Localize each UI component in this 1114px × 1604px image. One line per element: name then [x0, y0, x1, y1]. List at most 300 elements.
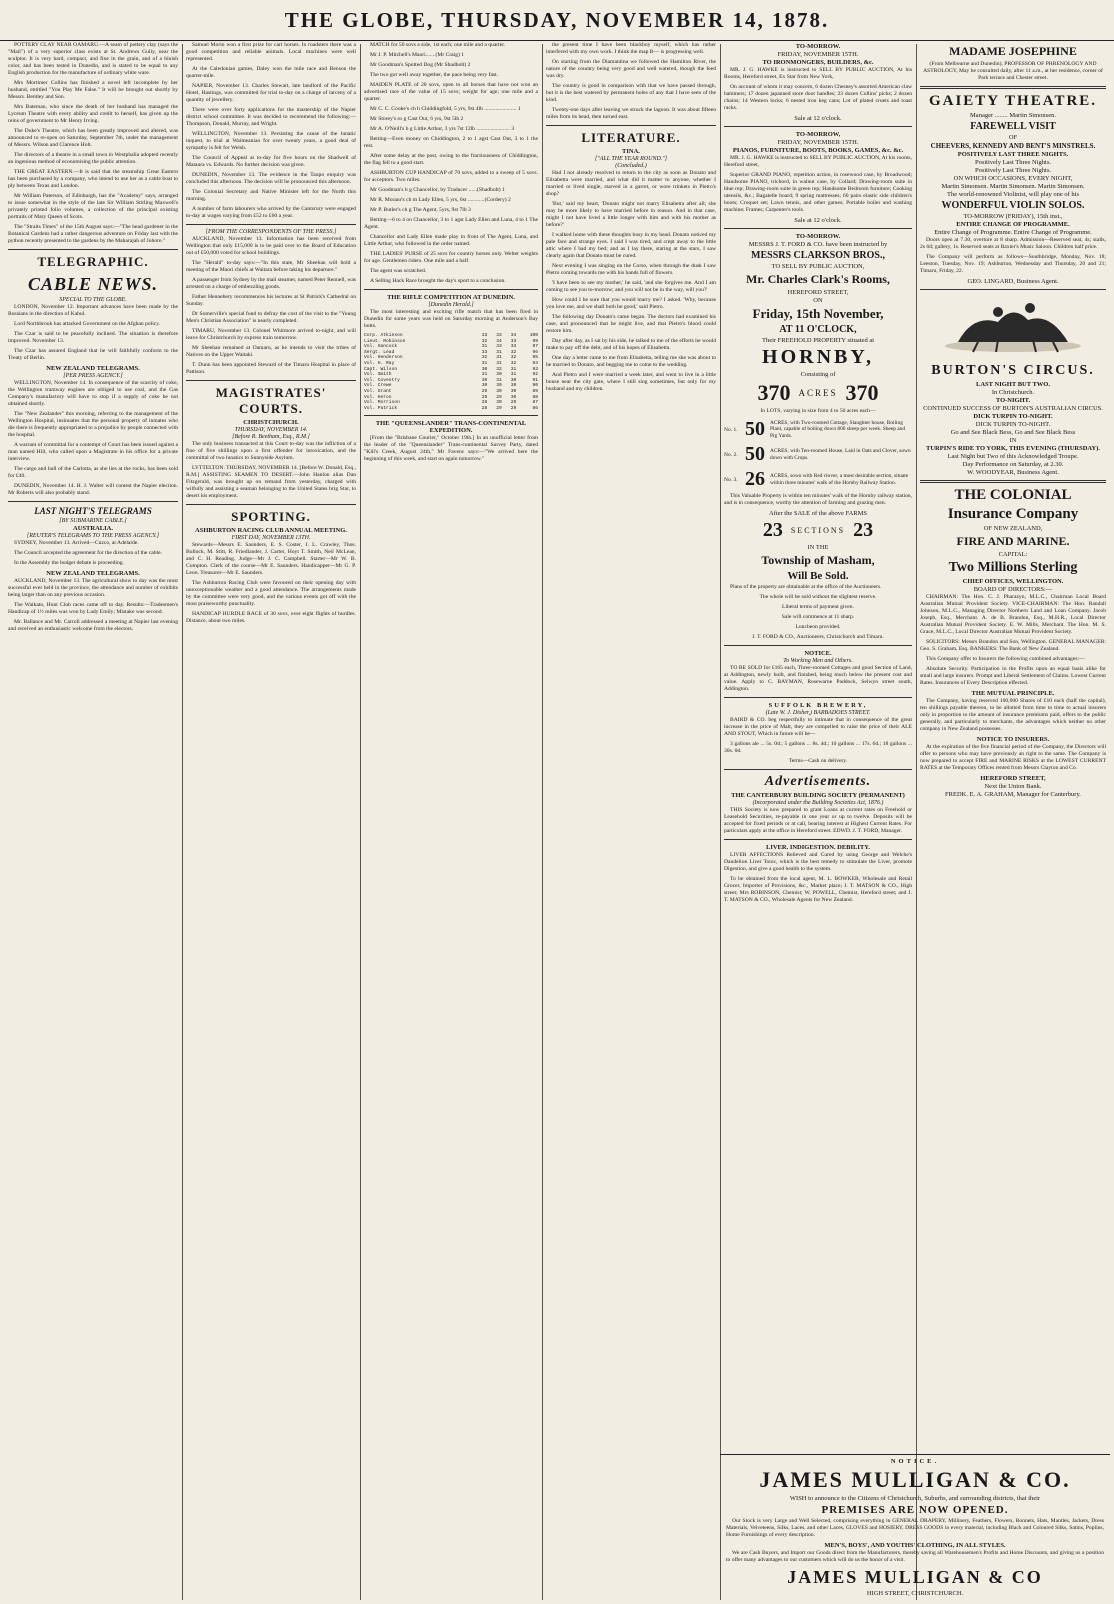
section-heading-queenslander-expedition: THE "QUEENSLANDER" TRANS-CONTINENTAL EXPEDITION.: [375, 420, 527, 435]
article-paragraph: The only business transacted at this Court to-day was the infliction of a fine of five shillings upon a first offender for intoxication, and the committal of two lunatics to Sunnyside Asylum.: [186, 441, 356, 461]
table-cell: Capt. Wilson: [364, 366, 398, 372]
table-cell: 31: [481, 344, 488, 350]
race-result: Mr J. P. Mitchell's Maori.......(Mr Craig) 1: [370, 52, 465, 58]
sub-heading: [BY SUBMARINE CABLE.]: [59, 518, 127, 524]
ad-text: (From Melbourne and Dunedin), PROFESSOR OF PHRENOLOGY AND ASTROLOGY, May be consulted daily, after 11 a.m., at her residence, corner of Park terrace and Chester street.: [923, 61, 1103, 81]
race-result: Mr P. Butler's ch g The Agent, 5yrs, 9st 7lb 3: [370, 207, 471, 213]
story-paragraph: The following day Donato's came began. The doctors had examined his case, and pronounced that he might live, and that Pietro's blood could restore him.: [546, 314, 716, 334]
table-cell: 30: [496, 388, 502, 394]
sub-heading: [REUTER'S TELEGRAMS TO THE PRESS AGENCY.]: [26, 533, 160, 539]
divider: [546, 125, 716, 126]
story-paragraph: I walked home with these thoughts busy in my head. Donato noticed my pale face and strange eyes. I said I was tired, and crept away to the little attic where I had my bed; and as I lay there, staring at the stars, I saw clearly again that Donato must be cured.: [546, 232, 716, 259]
race-result: THE LADIES' PURSE of 25 sovs for country horses only. Welter weights for age. Gentlemen riders. One mile and a half.: [364, 251, 538, 264]
article-paragraph: Mr. Ballance and Mr. Carroll addressed a meeting at Napier last evening and received an enthusiastic welcome from the electors.: [8, 619, 178, 632]
table-cell: 32: [481, 338, 488, 344]
column-6: [916, 42, 1110, 1452]
ad-text: LAST NIGHT BUT TWO.: [976, 381, 1050, 388]
race-result: Chancellor and Lady Ellen made play in front of The Agent, Luna, and Little Arthur, who followed in the order named.: [364, 234, 538, 247]
divider: [920, 86, 1106, 89]
divider: [920, 480, 1106, 483]
ad-heading: NOTICE.: [804, 650, 832, 657]
ad-heading: MESSRS CLARKSON BROS.,: [751, 250, 885, 261]
table-cell: 33: [510, 338, 517, 344]
ad-text: FREDK. E. A. GRAHAM, Manager for Canterbury.: [945, 791, 1081, 798]
ad-text: HEREFORD STREET,: [787, 289, 849, 296]
article-paragraph: SYDNEY, November 13. Arrived—Cuzco, at Adelaide.: [14, 540, 139, 546]
ad-heading: THE CANTERBURY BUILDING SOCIETY (PERMANENT): [731, 792, 905, 799]
ad-text: DICK TURPIN TO-NIGHT.: [975, 421, 1051, 428]
ad-heading: ENTIRE CHANGE OF PROGRAMME.: [956, 221, 1070, 228]
ad-text: TO SELL BY PUBLIC AUCTION,: [771, 263, 865, 270]
rifle-scores-table: [364, 333, 538, 411]
sections-number: 23: [853, 519, 874, 541]
table-cell: 30: [496, 383, 502, 389]
section-heading-literature: LITERATURE.: [581, 130, 681, 145]
divider: [364, 289, 538, 290]
table-cell: 31: [496, 355, 502, 361]
table-cell: 29: [481, 394, 488, 400]
ad-text: Doors open at 7.30, overture at 8 sharp. Admission—Reserved seat, 4s; stalls, 2s 6d; gallery, 1s. Reserved seats at Baxter's Music Saloon. Children half price.: [920, 237, 1106, 250]
ad-text: GEO. LINGARD, Business Agent.: [967, 278, 1059, 285]
race-result: Mr Goodman's Spotted Dog (Mr Shadbolt) 2: [370, 62, 471, 68]
lot-description: ACRES, with Ten-roomed House, Laid in Oats and Clover, sown down with Crops.: [770, 447, 911, 461]
article-paragraph: WELLINGTON, November 14. In consequence of the scarcity of coke, the Wellington tramway engines are obliged to use coal, and the Gas Company's manufactory will have to stop if a supply of coke be not obtained shortly.: [8, 380, 178, 407]
acreage-number: 370: [757, 380, 791, 405]
lot-acres: 50: [745, 443, 765, 465]
ad-text: W. WOODYEAR, Business Agent.: [967, 469, 1059, 476]
lot-description: ACRES, with Two-roomed Cottage, Slaughter house, Boiling Plant, capable of boiling down 800 sheep per week. Sheep and Pig Yards.: [770, 419, 906, 439]
article-paragraph: Mrs Mortimer Collins has finished a novel left incomplete by her husband, entitled "You Play Me False." It will be brought out shortly by Messrs. Bentley and Son.: [8, 80, 178, 100]
ad-heading: TO IRONMONGERS, BUILDERS, &c.: [762, 59, 874, 66]
ad-heading: NOTICE.: [890, 1458, 940, 1465]
section-heading-cable-news: CABLE NEWS.: [27, 274, 159, 294]
ad-text: Superior GRAND PIANO, repetition action, in rosewood case, by Broadwood; Handsome PIANO, trichord, in walnut case, by Collard; Drawing-room suite in blue rep; Drawing-room suite in green rep; Handsome Bedroom furniture; Cooking utensils, &c.; Bagatelle board; 9 spring mattresses; 60 pairs elastic side children's boots; Croquet set; Lawn tennis, and other games; Portable boiler and washing machine; Frames; Carpenter's tools.: [724, 172, 912, 213]
divider: [724, 697, 912, 698]
article-paragraph: The directors of a theatre in a small town in Westphalia adopted recently an ingenious method of economising the public attention.: [8, 152, 178, 165]
sub-heading: [Before R. Beetham, Esq., R.M.]: [232, 434, 310, 440]
ad-text: THIS Society is now prepared to grant Loans at current rates on Freehold or Leasehold Securities, re-payable in one year or up to twelve. Deposits will be accepted for fixed periods or at call, bearing interest at Highest Current Rates. For particulars apply at the office in Hereford street. EDWD. J. T. FORD, Manager.: [724, 807, 912, 834]
story-paragraph: Day after day, as I sat by his side, he talked to me of the efforts he would make to pay off the debt, and of his hopes of Elisabetta.: [546, 338, 716, 351]
table-cell: 33: [510, 344, 517, 350]
sub-heading: [PER PRESS AGENCY.]: [63, 373, 123, 379]
ad-heading: CHEEVERS, KENNEDY AND BENT'S MINSTRELS.: [930, 142, 1096, 150]
article-paragraph: HANDICAP HURDLE RACE of 30 sovs, over eight flights of hurdles. Distance, about two miles.: [186, 611, 356, 624]
ad-text: Luncheon provided.: [795, 624, 841, 630]
ad-text: At the expiration of the five financial period of the Company, the Directors will offer to persons who may have previously an right to the same. The Company is now prepared to accept FIRE and MARINE RISKS at the LOWEST CURRENT RATES at the Temporary Offices rented from Messrs Clayton and Co.: [920, 744, 1106, 771]
table-cell: 30: [510, 388, 517, 394]
table-cell: Vol. Hancock: [364, 344, 398, 350]
table-cell: 31: [481, 360, 488, 366]
ad-heading: TO-MORROW,: [795, 131, 841, 138]
table-cell: 87: [532, 400, 538, 406]
table-cell: Lieut. Robinson: [364, 338, 406, 344]
masthead: [0, 0, 1114, 41]
ad-text: MR. J. G. HAWKE is instructed to SELL BY PUBLIC AUCTION, At his Rooms, Hereford street, Ex Star from New York,: [724, 67, 912, 80]
ad-text: Go and See Black Bess, Go and See Black Bess: [950, 429, 1076, 436]
lot-item: [724, 443, 912, 466]
table-cell: 88: [532, 394, 538, 400]
lot-description: ACRES, sown with Red clover, a most desirable section, situate within three minutes' walk of the Hornby Railway Station.: [770, 472, 909, 486]
sub-heading: NEW ZEALAND TELEGRAMS.: [46, 365, 140, 372]
acreage-word: ACRES: [798, 388, 838, 398]
ad-time: AT 11 O'CLOCK,: [779, 324, 857, 335]
race-result: After some delay at the post, owing to the fractiousness of Chiddington, the flag fell to a good start.: [364, 153, 538, 166]
article-paragraph: [From the "Brisbane Courier," October 19th.] In an unofficial letter from the leader of the "Queenslander" Trans-continental Survey Party, dated "Kill's Creek, August 24th," Mr Favenc says:—"We arrived here the beginning of this week, and start on again tomorrow.": [364, 435, 538, 463]
divider: [724, 839, 912, 840]
sub-heading: CHRISTCHURCH.: [243, 419, 299, 426]
table-cell: 30: [510, 394, 517, 400]
table-cell: 31: [496, 360, 502, 366]
ad-text: In Christchurch.: [991, 389, 1035, 396]
race-result: The two got well away together, the pace being very fast.: [370, 72, 499, 78]
acreage: [724, 380, 912, 406]
ad-text: OF NEW ZEALAND,: [983, 525, 1043, 532]
ad-heading: TO-MORROW.: [795, 233, 841, 240]
article-paragraph: The Waikato, Hunt Club races came off to day. Results:—Tradesmen's Handicap of 1½ miles was won by Lady Emily; Mistake was second.: [8, 602, 178, 615]
divider: [724, 126, 912, 127]
ad-text: Liberal terms of payment given.: [782, 604, 854, 610]
table-cell: 86: [532, 405, 538, 411]
sub-heading: SPECIAL TO THE GLOBE.: [59, 297, 127, 303]
article-paragraph: NAPIER, November 13. Charles Stewart, late landlord of the Pacific Hotel, Hastings, was committed for trial to-day on a charge of larceny of a quantity of jewellery.: [186, 83, 356, 103]
race-result: A Selling Hack Race brought the day's sport to a conclusion.: [370, 278, 506, 284]
ad-text: WISH to announce to the Citizens of Christchurch, Suburbs, and surrounding districts, that their: [789, 1495, 1041, 1502]
table-cell: 33: [496, 344, 502, 350]
ad-heading: PREMISES ARE NOW OPENED.: [821, 1504, 1009, 1516]
ad-text: MR. J. G. HAWKE is instructed to SELL BY PUBLIC AUCTION, At his rooms, Hereford street,: [724, 155, 912, 168]
divider: [186, 504, 356, 505]
article-paragraph: The most interesting and exciting rifle match that has been fired in Dunedin for some years was held on Saturday morning at Anderson's Bay butts.: [364, 309, 538, 329]
sections-number: 23: [762, 519, 783, 541]
ad-text: TO-MORROW (FRIDAY), 15th inst.,: [963, 213, 1063, 220]
ad-text: IN: [1009, 437, 1017, 444]
table-cell: 34: [510, 333, 517, 338]
ad-heading: FIRE AND MARINE.: [956, 534, 1070, 548]
divider: [8, 501, 178, 502]
sub-heading: NEW ZEALAND TELEGRAMS.: [46, 570, 140, 577]
lot-item: [724, 468, 912, 491]
table-cell: 33: [481, 333, 488, 338]
table-cell: 29: [510, 400, 517, 406]
article-paragraph: At the Caledonian games, Daley won the mile race and Benson the quarter-mile.: [186, 66, 356, 79]
table-cell: Vol. H. Ray: [364, 360, 395, 366]
section-heading-advertisements: Advertisements.: [764, 774, 872, 789]
article-paragraph: THE GREAT EASTERN.—It is said that the steamship Great Eastern has been purchased by a company, who intend to use her as a cattle boat to ply between Texas and London.: [8, 169, 178, 189]
article-paragraph: The Czar has assured England that he will faithfully conform to the Treaty of Berlin.: [8, 348, 178, 361]
table-cell: Vol. Henderson: [364, 355, 403, 361]
circus-illustration-icon: [920, 294, 1106, 359]
divider: [364, 415, 538, 416]
table-cell: 32: [510, 360, 517, 366]
race-result: Betting—Even money on Chiddington, 2 to 1 agst Cast Out, 3 to 1 the rest.: [364, 136, 538, 149]
ad-subheading: (Late W. J. Disher,) BARBADOES STREET.: [765, 710, 871, 716]
article-paragraph: On starting from the Diamantina we followed the Hamilton River, the nature of the country being very good and well watered, though the feed was dry.: [546, 59, 716, 79]
ad-text: TURPIN'S RIDE TO YORK, THIS EVENING (THURSDAY).: [926, 445, 1100, 452]
story-title: TINA.: [622, 148, 640, 155]
ad-heading: TO-MORROW.: [795, 43, 841, 50]
ad-heading: NOTICE TO INSURERS.: [976, 736, 1050, 743]
race-result: Mr A. O'Neill's b g Little Arthur, 3 yrs 7st 12lb ........................ 3: [370, 126, 515, 132]
table-cell: Vol. Morrison: [364, 400, 400, 406]
ad-text: The Company, having reserved 100,000 Shares of £10 each (half the capital), ten shillings payable thereon, to be allotted from time to time to actual insurers only in proportion to the amount of insurance premiums paid, offers to the public generally, and particularly to merchants, the advantages which neither no other company in New Zealand possesses.: [920, 698, 1106, 732]
ad-text: Positively Last Three Nights.: [974, 167, 1052, 174]
table-cell: 92: [532, 372, 538, 378]
ad-text: The whole will be sold without the slightest reserve.: [759, 594, 877, 600]
sub-heading: THURSDAY, NOVEMBER 14.: [234, 427, 308, 433]
story-paragraph: Had I not already resolved to return to the city as soon as Donato and Elisabetta were married, and what did it matter to anyone, whether I married or lived single, starved in a garret, or wore trinkets in Pietro's shop?: [546, 170, 716, 197]
column-5: [720, 42, 916, 1452]
table-cell: 90: [532, 383, 538, 389]
sections-count: [724, 519, 912, 542]
article-paragraph: Lord Northbrook has attacked Government on the Afghan policy.: [14, 321, 161, 327]
table-cell: 30: [510, 377, 517, 383]
ad-text: Next the Union Bank.: [984, 783, 1042, 790]
ad-text: OF: [1008, 134, 1018, 141]
article-paragraph: WELLINGTON, November 13. Persisting the cause of the lunatic inquest, to trial at Waimeaniao for over twenty years, a good deal of sympathy is felt for Welsh.: [186, 131, 356, 151]
column-4: [542, 42, 720, 1602]
article-paragraph: Mrs Bateman, who since the death of her husband has managed the Lyceum Theatre with every ability and credit to herself, has given up the reins of government to Mr Henry Irving.: [8, 104, 178, 124]
table-cell: Sergt. Lead: [364, 349, 395, 355]
lot-number: No. 2.: [724, 451, 738, 458]
table-cell: 34: [496, 338, 502, 344]
article-paragraph: The Council of Appeal at to-day for five hours on the Shadwell of Mataura vs. Edwards. No further decision was given.: [186, 155, 356, 168]
columns: [4, 42, 1110, 1602]
article-paragraph: Samuel Morin won a first prize for cart horses. In roadsters there was a good competition and reliable animals. Local machines were well represented.: [186, 42, 356, 62]
ad-text: Martin Simonsen. Martin Simonsen. Martin Simonsen.: [941, 183, 1085, 190]
race-result: The agent was scratched.: [370, 268, 427, 274]
ad-text: Manager ........ Martin Simonsen.: [970, 112, 1056, 119]
table-cell: Vol. Heron: [364, 394, 392, 400]
ad-heading: MADAME JOSEPHINE: [949, 44, 1077, 58]
article-paragraph: A passenger from Sydney by the mail steamer, named Peter Rennell, was arrested on a charge of embezzling goods.: [186, 277, 356, 290]
article-paragraph: The Czar is said to be peacefully inclined. The situation is therefore improved. November 13.: [8, 331, 178, 344]
ad-text: Day Performance on Saturday, at 2.30.: [962, 461, 1064, 468]
sub-heading: (Concluded.): [615, 163, 647, 169]
ad-text: Last Night but Two of this Acknowledged Troupe.: [947, 453, 1079, 460]
article-paragraph: the present time I have been blackboy myself, which has rather interfered with my own work. I think the map B— is progressing well.: [546, 42, 716, 55]
article-paragraph: A warrant of committal for a contempt of Court has been issued against a man named Hill, who called upon a Magistrate in his office for a private interview.: [8, 442, 178, 462]
article-paragraph: Stewards—Messrs E. Saunders, E. S. Coster, J. L. Crawley, Thos. Bullock, M. Stitt, R. Friedlander, J. Carter, Hoyt T. Smith, Neil McLean, and C. H. Reading. Judge—Mr J. C. Campbell. Starter—Mr W. B. Compton. Clerk of the course—Mr E. Saunders. Handicapper—Mr G. P. Leon. Treasurer—Mr E. Saunders.: [186, 542, 356, 576]
ad-text: This Valuable Property is within ten minutes' walk of the Hornby railway station, and is in consequence, worthy the attention of farming and grazing men.: [724, 493, 912, 506]
ad-text: CONTINUED SUCCESS OF BURTON'S AUSTRALIAN CIRCUS.: [923, 405, 1103, 412]
ad-text: The Company will perform as follows—Southbridge, Monday, Nov. 18; Leeston, Tuesday, Nov. 19; Ashburton, Wednesday and Thursday, 20 and 21; Timaru, Friday, 22.: [920, 254, 1106, 274]
article-paragraph: LYTTELTON. THURSDAY, NOVEMBER 14. [Before W. Donald, Esq., R.M.] ASSISTING SEAMEN TO DESERT.—John Hanlon alias Dan Fitzgerald, was brought up on remand from yesterday, charged with wilfully and assisting a seaman belonging to the United States brig Star, to desert his employment.: [186, 465, 356, 499]
table-cell: 28: [481, 405, 488, 411]
ad-text: TO BE SOLD for £165 each, Three-roomed Cottages and good Section of Land, at Addington, newly built, and finished, being much below the present cost and value. Apply to C. BAYMAN, Rosewarne Paddock, Selwyn street south, Addington.: [724, 665, 912, 692]
race-result: Betting—6 to 4 on Chancellor, 3 to 1 agst Lady Ellen and Luna, 4 to 1 The Agent.: [364, 217, 538, 230]
article-paragraph: The country is good in comparison with that we have passed through, but it is the best watered by permanent holes of any that I have seen of the kind.: [546, 83, 716, 103]
article-paragraph: Dr Somerville's special fund to defray the cost of the visit to the "Young Men's Christian Association" is nearly completed.: [186, 311, 356, 324]
sub-heading: [FROM THE CORRESPONDENTS OF THE PRESS.]: [205, 229, 337, 235]
table-cell: Vol. Grant: [364, 388, 392, 394]
article-paragraph: The Colonial Secretary and Native Minister left for the North this morning.: [186, 189, 356, 202]
table-cell: 99: [532, 338, 538, 344]
table-cell: 30: [496, 400, 502, 406]
table-cell: Vol. Crewe: [364, 383, 392, 389]
story-paragraph: Next evening I was singing on the Corso, when through the dusk I saw Pietro coming towards me with his hands full of flowers.: [546, 263, 716, 276]
section-heading-rifle-competition: THE RIFLE COMPETITION AT DUNEDIN.: [387, 294, 515, 301]
ad-heading-mulligan: JAMES MULLIGAN & CO.: [759, 1467, 1071, 1492]
ad-text: CHIEF OFFICES, WELLINGTON.: [962, 578, 1064, 585]
ad-text: Terms—Cash on delivery.: [788, 758, 848, 764]
article-paragraph: DUNEDIN, November 13. The evidence in the Taupo enquiry was concluded this afternoon. The decision will be pronounced this afternoon.: [186, 172, 356, 185]
table-cell: 29: [496, 394, 502, 400]
table-cell: Vol. Smith: [364, 372, 392, 378]
ad-heading-township: Township of Masham,: [761, 553, 875, 567]
story-paragraph: 'I have been to see my mother,' he said, 'and she forgives me. And I am coming to see you to-morrow; and you will not be in the way, will you?': [546, 280, 716, 293]
ad-heading: LIVER. INDIGESTION. DEBILITY.: [766, 844, 870, 851]
ad-date: FRIDAY, NOVEMBER 15TH.: [777, 139, 859, 146]
article-paragraph: Mr Sheehan remained at Oamaru, as he intends to visit the tribes of Natives on the Upper Waitaki.: [186, 345, 356, 358]
divider: [8, 249, 178, 250]
article-paragraph: The "Herald" to-day says:—"In this state, Mr Sheehan will hold a meeting of the Maori chiefs at Waitara before taking his departure.": [186, 260, 356, 273]
ad-text: ON: [813, 297, 823, 304]
article-paragraph: The Duke's Theatre, which has been greatly improved and altered, was announced to re-open on Saturday, September 7th, under the management of Messrs. Wilson and Clarence Holt.: [8, 128, 178, 148]
ad-heading: WONDERFUL VIOLIN SOLOS.: [941, 200, 1085, 211]
ad-heading: PIANOS, FURNITURE, BOOTS, BOOKS, GAMES, &c. &c.: [732, 147, 904, 154]
story-paragraph: How could I be sure that you would marry me? I asked. 'Why, because you love me, and we shall both be good,' said Pietro.: [546, 297, 716, 310]
ad-text: BAIRD & CO. beg respectfully to intimate that in consequence of the great increase in the price of Malt, they are compelled to raise the price of their ALE AND STOUT, Which in future will be—: [724, 717, 912, 737]
table-cell: 100: [529, 333, 538, 338]
ad-text: The world-renowned Violinist, will play one of his: [947, 191, 1079, 198]
article-paragraph: The cargo and hull of the Carlotta, as she lies at the rocks, has been sold for £40.: [8, 466, 178, 479]
ad-text: MESSRS J. T. FORD & CO. have been instructed by: [748, 241, 888, 248]
table-cell: 94: [532, 360, 538, 366]
article-paragraph: AUCKLAND, November 13. Information has been received from Wellington that only £15,000 is to be paid over to the Board of Education out of £50,000 voted for school buildings.: [186, 236, 356, 256]
ad-text: HEREFORD STREET,: [980, 775, 1046, 782]
ad-heading-mulligan-footer: JAMES MULLIGAN & CO: [787, 1567, 1043, 1587]
table-cell: 31: [510, 372, 517, 378]
race-result: ASHBURTON CUP HANDICAP of 70 sovs, added to a sweep of 5 sovs. for acceptors. Two miles.: [364, 170, 538, 183]
race-result: MATCH for 50 sovs a side, 1st each; one mile and a quarter.: [370, 42, 506, 48]
ad-heading-burtons-circus: BURTON'S CIRCUS.: [931, 363, 1095, 378]
ad-heading-colonial: THE COLONIAL: [954, 487, 1072, 503]
ad-heading-hornby: HORNBY,: [762, 346, 874, 368]
table-cell: 31: [496, 349, 502, 355]
story-paragraph: 'But,' said my heart, 'Donato might not marry Elisabetta after all; she may be more likely to have married before in reason. And in that case, might I not have lived a little longer with him and with his mother as before?': [546, 201, 716, 228]
lot-acres: 50: [745, 418, 765, 440]
ad-text: On account of whom it may concern, 6 dozen Chesney's assorted American claw hammers; 17 dozen japanned store door handles; 23 dozen Collins' picks; 2 dozen chains; 14 Western locks; 6 nested iron keg cans; Lot of plated cruets and toast racks.: [724, 84, 912, 111]
race-result: Mr R. Moranr's ch m Lady Ellen, 5 yrs, 6st ............(Cordery) 2: [370, 197, 511, 203]
table-cell: 95: [532, 355, 538, 361]
ad-text: BOARD OF DIRECTORS:—: [973, 586, 1053, 593]
ad-text: Sale at 12 o'clock.: [794, 115, 842, 122]
divider: [186, 224, 356, 225]
table-cell: 33: [481, 349, 488, 355]
table-cell: 96: [532, 349, 538, 355]
table-cell: 32: [510, 355, 517, 361]
article-paragraph: Twenty-one days after leaving we struck the lagoon. It was about fifteen miles from its head, then turned east.: [546, 107, 716, 120]
ad-heading-capital: Two Millions Sterling: [948, 560, 1078, 575]
ad-text: CAPITAL:: [998, 551, 1028, 558]
ad-heading: Mr. Charles Clark's Rooms,: [746, 272, 890, 286]
article-paragraph: LONDON, November 12. Important advances have been made by the Russians in the direction of Kabul.: [8, 304, 178, 317]
table-cell: Vol. Patrick: [364, 405, 398, 411]
section-heading-last-nights-telegrams: LAST NIGHT'S TELEGRAMS: [34, 506, 152, 516]
table-cell: 89: [532, 388, 538, 394]
ad-text: This Company offer to Insurers the following combined advantages:—: [926, 656, 1085, 662]
section-heading-magistrates-courts: MAGISTRATES' COURTS.: [215, 385, 327, 416]
ad-heading: SUFFOLK BREWERY,: [768, 702, 868, 709]
masthead-title: THE GLOBE, THURSDAY, NOVEMBER 14, 1878.: [284, 8, 830, 32]
sub-heading: [Dunedin Herald.]: [428, 302, 474, 308]
ad-heading-insurance: Insurance Company: [947, 506, 1079, 522]
acreage-number: 370: [845, 380, 879, 405]
divider: [920, 289, 1106, 290]
divider: [724, 228, 912, 229]
table-cell: 93: [532, 366, 538, 372]
ad-text: We are Cash Buyers, and Import our Goods direct from the Manufacturers, thereby saving all Warehousemen's Profits and Home Discounts, and giving us a position to offer many advantages to our customers which will do us the honor of a visit.: [726, 1550, 1104, 1563]
article-paragraph: In the Assembly the budget debate is proceeding.: [14, 560, 124, 566]
table-cell: 29: [510, 405, 517, 411]
ad-text: Their FREEHOLD PROPERTY situated at: [761, 337, 875, 344]
table-cell: 31: [481, 372, 488, 378]
table-cell: 30: [481, 377, 488, 383]
sub-heading: AUSTRALIA.: [73, 525, 113, 532]
ad-text: MEN'S, BOYS', AND YOUTHS' CLOTHING, IN ALL STYLES.: [824, 1542, 1006, 1549]
table-cell: 30: [481, 366, 488, 372]
ad-text: Sale will commence at 11 sharp.: [781, 614, 855, 620]
ad-subheading: To Working Men and Others.: [783, 658, 853, 664]
ad-heading-gaiety-theatre: GAIETY THEATRE.: [928, 93, 1098, 109]
ad-date: FRIDAY, NOVEMBER 15TH.: [777, 51, 859, 58]
ad-text: POSITIVELY LAST THREE NIGHTS.: [957, 151, 1069, 158]
sub-heading: FIRST DAY, NOVEMBER 13TH.: [231, 535, 311, 541]
table-row: [364, 406, 538, 412]
ad-text: IN THE: [807, 544, 829, 551]
divider: [724, 645, 912, 646]
mulligan-advert: [720, 1454, 1110, 1602]
article-paragraph: The "Straits Times" of the 15th August says:—"The head gardener in the Botanical Gardens had a rather dangerous adventure on Friday last with the python recently presented to the gardens by the Maharajah of Johore.": [8, 224, 178, 244]
race-result: MAIDEN PLATE of 20 sovs, open to all horses that have not won an advertised race of the value of 15 sovs; weight for age; one mile and a quarter.: [364, 82, 538, 102]
table-cell: 31: [496, 377, 502, 383]
story-paragraph: One day a letter came to me from Elisabetta, telling me she was about to be married to Donato, and begging me to come to the wedding.: [546, 355, 716, 368]
race-result: Mr C. C. Cooke's ch h Chiddingfold, 5 yrs, 9st 4lb ....................... 1: [370, 106, 521, 112]
ad-heading: THE MUTUAL PRINCIPLE.: [971, 690, 1055, 697]
article-paragraph: There were over forty applications for the mastership of the Napier district school committee. It was decided to recommend the following:—Thompson, Donald, Murray, and Wright.: [186, 107, 356, 127]
article-paragraph: DUNEDIN, November 14. H. J. Walter will contest the Napier election. Mr Roberts will also probably stand.: [8, 483, 178, 496]
table-cell: Corp. Atkinson: [364, 333, 403, 338]
ad-text: LIVER AFFECTIONS Relieved and Cured by using George and Welche's Dandelion Liver Tonic, which is the best remedy to stimulate the Liver, promote Digestion, and give a good health to the system.: [724, 852, 912, 872]
article-paragraph: POTTERY CLAY NEAR OAMARU.—A seam of pottery clay (says the "Mail") of a very superior class exists at St. Andrews Gully, near the sculptor. It is very hard, compact, and fine in the grain, and of a bluish color, and has been tested in Dunedin, and is stated to be equal to any English production for the manufacture of ordinary white ware.: [8, 42, 178, 76]
ad-subheading: (Incorporated under the Building Societies Act, 1876.): [752, 800, 884, 806]
ad-text: DICK TURPIN TO-NIGHT.: [973, 413, 1053, 420]
ad-text: Entire Change of Programme. Entire Change of Programme.: [934, 229, 1092, 236]
table-cell: 33: [496, 333, 502, 338]
ad-date: Friday, 15th November,: [752, 306, 884, 321]
ad-text: Plans of the property are obtainable at the office of the Auctioneers.: [730, 584, 882, 590]
ad-heading: FAREWELL VISIT: [970, 121, 1056, 132]
ad-text: Consisting of: [800, 371, 836, 378]
column-1: [4, 42, 182, 1602]
ad-text: Our Stock is very Large and Well Selected, comprising everything in GENERAL DRAPERY, Millinery, Feathers, Flowers, Bonnets, Hats, Mantles, Jackets, Dress Materials, Velveteens, Silks, Laces, and other Laces, GLOVES and HOSIERY, DRESS GOODS in every material, including Black and Coloured Silks, Satins, Poplins, Home Furnishings of every description.: [726, 1518, 1104, 1538]
article-paragraph: T. Dunn has been appointed Steward of the Timaru Hospital in place of Pattison.: [186, 362, 356, 375]
ad-text: SOLICITORS: Messrs Brandon and Son, Wellington. GENERAL MANAGER: Geo. S. Graham, Esq. BANKERS: The Bank of New Zealand.: [920, 639, 1106, 652]
article-paragraph: Mr William Paterson, of Edinburgh, has the "Academy" says, arranged to issue somewhat in the style of the late Sir William Stirling Maxwell's privately printed folio volumes, a collection of the principal existing portraits of Mary Queen of Scots.: [8, 193, 178, 220]
table-cell: 32: [481, 355, 488, 361]
section-heading-sporting: SPORTING.: [231, 509, 311, 524]
table-cell: 29: [496, 405, 502, 411]
ad-text: To be obtained from the local agent, M. L. BOWKER, Wholesale and Retail Grocer, Importer of Provisions, &c., Market place; J. T. MATSON & CO., High street; Mrs ROBINSON, Chemist; W. POWELL, Chemist, Hereford street; and J. T. MATSON & CO., Wholesale Agents for New Zealand.: [724, 876, 912, 903]
ad-text: 3 gallons ale ... 5s. 0d.; 5 gallons ... 8s. 4d.; 10 gallons ... 17s. 6d.; 18 gallons ... 30s. 0d.: [724, 741, 912, 754]
table-cell: 97: [532, 344, 538, 350]
ad-text: ON WHICH OCCASIONS, EVERY NIGHT,: [953, 175, 1073, 182]
column-3: [360, 42, 542, 1602]
ad-text: TO-NIGHT.: [995, 397, 1031, 404]
ad-text: CHAIRMAN: The Hon. C. J. Pharazyn, M.L.C., Chairman Local Board Australian Mutual Provident Society. VICE-CHAIRMAN: The Hon. Randall Johnson, M.L.C., Managing Director Northern Land and Loan Company. Jacob Joseph, Esq., Merchant. A. de B. Brandon, Esq., M.H.R., Local Director Australian Mutual Provident Society. E. W. Mills, Merchant. The Hon. M. S. Grace, M.L.C., Local Director Australian Mutual Provident Society.: [920, 594, 1106, 635]
table-cell: 30: [481, 383, 488, 389]
divider: [186, 380, 356, 381]
